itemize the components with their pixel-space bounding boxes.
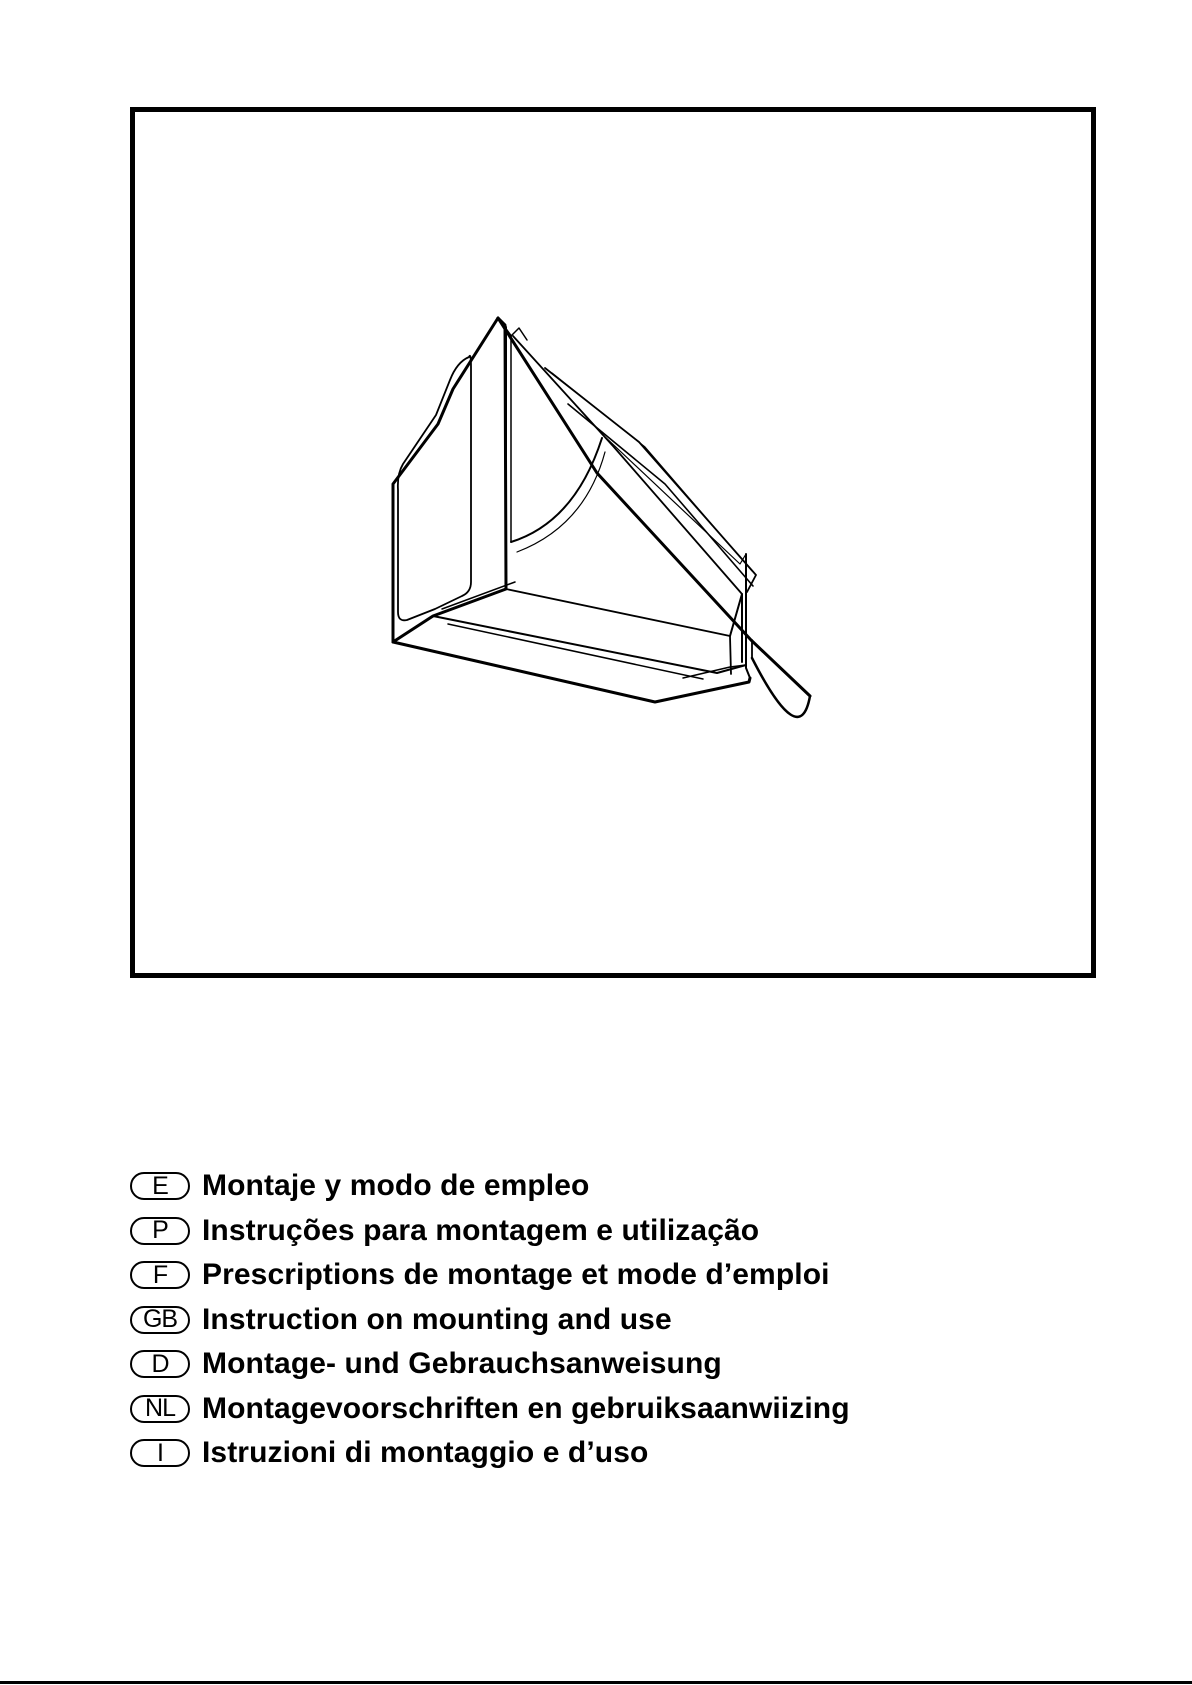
language-code-badge: GB — [130, 1306, 190, 1334]
language-item-p — [130, 1209, 850, 1254]
language-item-f — [130, 1253, 850, 1298]
language-title: Instruções para montagem e utilização — [202, 1213, 760, 1247]
language-title: Prescriptions de montage et mode d’emploi — [202, 1258, 830, 1292]
language-code-badge: P — [130, 1217, 190, 1245]
language-title: Montagevoorschriften en gebruiksaanwiizing — [202, 1391, 850, 1425]
language-title: Montage- und Gebrauchsanweisung — [202, 1347, 722, 1381]
cooker-hood-drawing-icon — [135, 112, 1091, 973]
language-item-d — [130, 1342, 850, 1387]
illustration-frame — [130, 107, 1096, 978]
language-title: Istruzioni di montaggio e d’uso — [202, 1436, 649, 1470]
language-title: Instruction on mounting and use — [202, 1302, 672, 1336]
language-item-gb — [130, 1298, 850, 1343]
language-code-badge: F — [130, 1261, 190, 1289]
language-item-i — [130, 1431, 850, 1476]
language-item-e — [130, 1164, 850, 1209]
language-code-badge: E — [130, 1172, 190, 1200]
language-code-badge: I — [130, 1439, 190, 1467]
bottom-rule — [0, 1681, 1192, 1684]
language-list — [130, 1164, 850, 1476]
language-code-badge: D — [130, 1350, 190, 1378]
language-code-badge: NL — [130, 1395, 190, 1423]
language-item-nl — [130, 1387, 850, 1432]
language-title: Montaje y modo de empleo — [202, 1169, 590, 1203]
